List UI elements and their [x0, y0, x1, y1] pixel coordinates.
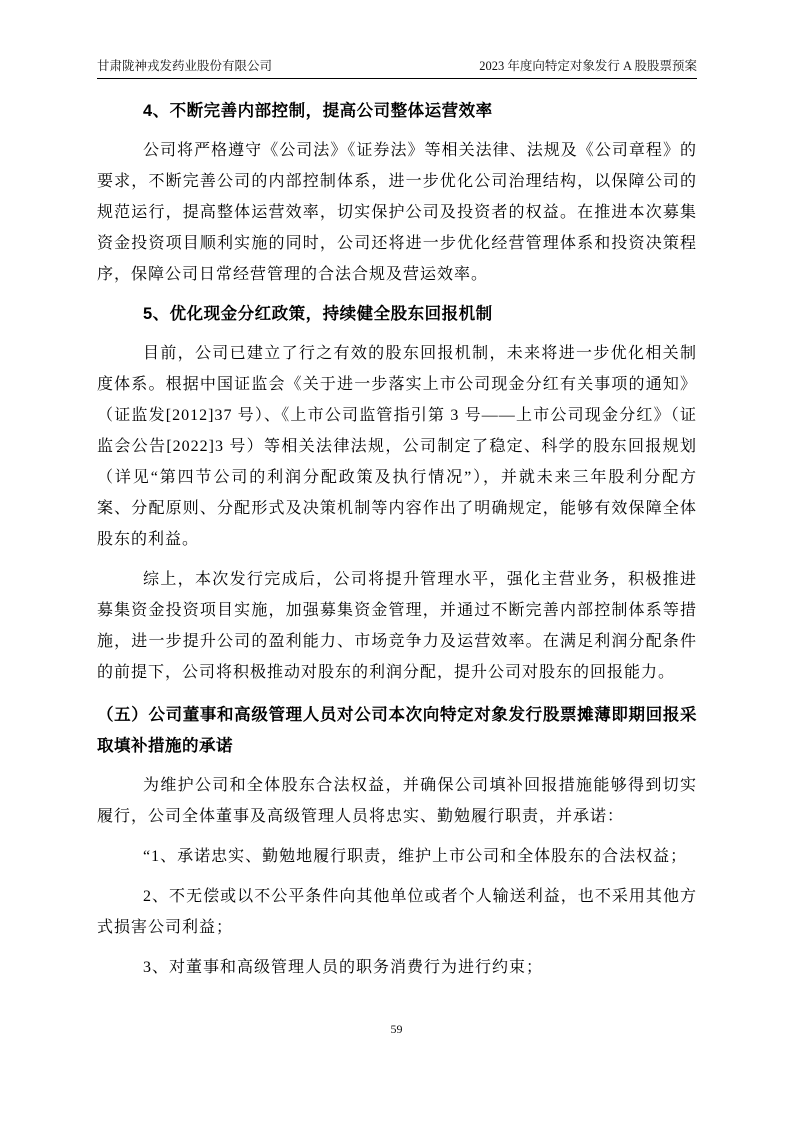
section-heading-5-commitments: （五）公司董事和高级管理人员对公司本次向特定对象发行股票摊薄即期回报采取填补措施的承诺	[97, 706, 697, 755]
paragraph-commitment-intro: 为维护公司和全体股东合法权益，并确保公司填补回报措施能够得到切实履行，公司全体董事及高级管理人员将忠实、勤勉履行职责，并承诺：	[97, 777, 697, 825]
paragraph-dividend-policy: 目前，公司已建立了行之有效的股东回报机制，未来将进一步优化相关制度体系。根据中国证监会《关于进一步落实上市公司现金分红有关事项的通知》（证监发[2012]37 号）、《上市公司监管指引第 3 号——上市公司现金分红》（证监会公告[2022]3 号）等相关法律法规，公司制定了稳定、科学的股东回报规划（详见“第四节公司的利润分配政策及执行情况”），并就未来三年股利分配方案、分配原则、分配形式及决策机制等内容作出了明确规定，能够有效保障全体股东的利益。	[97, 345, 697, 548]
header-doc-title: 2023 年度向特定对象发行 A 股股票预案	[479, 59, 697, 73]
paragraph-summary: 综上，本次发行完成后，公司将提升管理水平，强化主营业务，积极推进募集资金投资项目实施，加强募集资金管理，并通过不断完善内部控制体系等措施，进一步提升公司的盈利能力、市场竞争力及运营效率。在满足利润分配条件的前提下，公司将积极推动对股东的利润分配，提升公司对股东的回报能力。	[97, 571, 697, 681]
page-number: 59	[390, 1022, 403, 1036]
paragraph-commitment-1: “1、承诺忠实、勤勉地履行职责，维护上市公司和全体股东的合法权益；	[143, 848, 688, 865]
header-company-name: 甘肃陇神戎发药业股份有限公司	[97, 59, 273, 73]
heading-item-4: 4、不断完善内部控制，提高公司整体运营效率	[143, 102, 493, 120]
paragraph-commitment-2: 2、不无偿或以不公平条件向其他单位或者个人输送利益，也不采用其他方式损害公司利益；	[97, 888, 697, 936]
document-body	[97, 90, 697, 992]
paragraph-commitment-3: 3、对董事和高级管理人员的职务消费行为进行约束；	[143, 959, 544, 976]
paragraph-internal-control: 公司将严格遵守《公司法》《证券法》等相关法律、法规及《公司章程》的要求，不断完善公司的内部控制体系，进一步优化公司治理结构，以保障公司的规范运行，提高整体运营效率，切实保护公司及投资者的权益。在推进本次募集资金投资项目顺利实施的同时，公司还将进一步优化经营管理体系和投资决策程序，保障公司日常经营管理的合法合规及营运效率。	[97, 142, 697, 283]
page-footer	[0, 1022, 793, 1037]
page-header	[97, 58, 697, 79]
heading-item-5: 5、优化现金分红政策，持续健全股东回报机制	[143, 305, 493, 323]
